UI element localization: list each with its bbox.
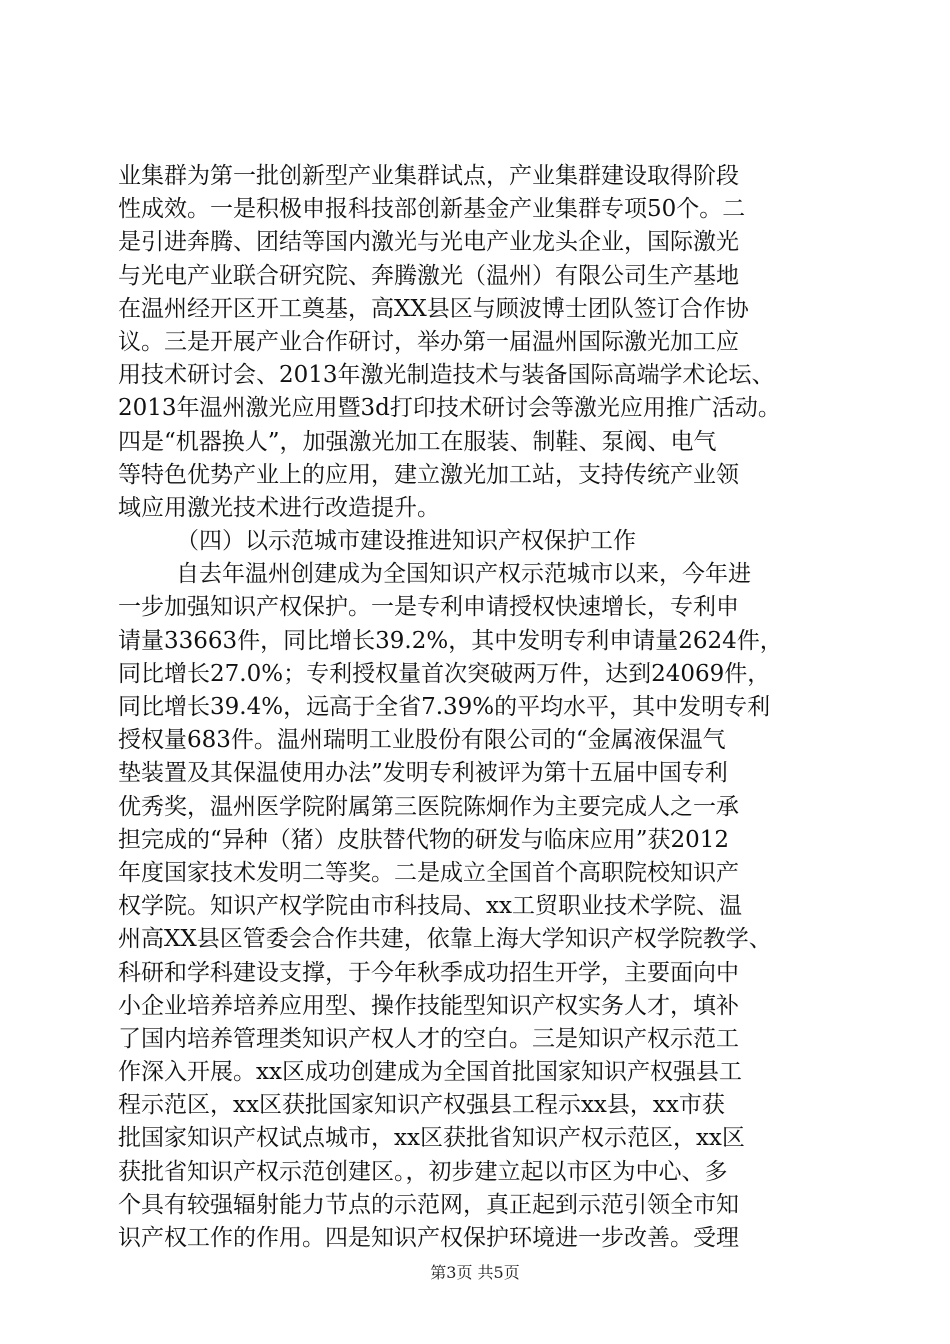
text-line: 等特色优势产业上的应用，建立激光加工站，支持传统产业领 xyxy=(118,461,739,488)
document-body xyxy=(118,160,838,1255)
page-number: 第3页 共5页 xyxy=(430,1263,520,1282)
text-line: 请量33663件，同比增长39.2%，其中发明专利申请量2624件， xyxy=(118,627,783,654)
text-line: 与光电产业联合研究院、奔腾激光（温州）有限公司生产基地 xyxy=(118,262,739,289)
text-line: 2013年温州激光应用暨3d打印技术研讨会等激光应用推广活动。 xyxy=(118,395,781,422)
text-line: 小企业培养培养应用型、操作技能型知识产权实务人才，填补 xyxy=(118,992,739,1019)
text-line: 性成效。一是积极申报科技部创新基金产业集群专项50个。二 xyxy=(118,196,746,223)
text-line: 同比增长27.0%；专利授权量首次突破两万件，达到24069件， xyxy=(118,660,771,687)
text-line: 担完成的“异种（猪）皮肤替代物的研发与临床应用”获2012 xyxy=(118,826,730,853)
text-line: 获批省知识产权示范创建区。，初步建立起以市区为中心、多 xyxy=(118,1158,728,1185)
text-line: 识产权工作的作用。四是知识产权保护环境进一步改善。受理 xyxy=(118,1225,739,1251)
text-line: 域应用激光技术进行改造提升。 xyxy=(118,494,440,521)
page-footer xyxy=(0,1263,950,1283)
text-line: 作深入开展。xx区成功创建成为全国首批国家知识产权强县工 xyxy=(118,1059,742,1086)
text-line: 程示范区，xx区获批国家知识产权强县工程示xx县，xx市获 xyxy=(118,1092,725,1119)
text-line: 一步加强知识产权保护。一是专利申请授权快速增长，专利申 xyxy=(118,594,739,621)
text-line: 州高XX县区管委会合作共建，依靠上海大学知识产权学院教学、 xyxy=(118,926,772,953)
text-line: 了国内培养管理类知识产权人才的空白。三是知识产权示范工 xyxy=(118,1025,739,1052)
text-line: 在温州经开区开工奠基，高XX县区与顾波博士团队签订合作协 xyxy=(118,295,749,322)
text-line: 议。三是开展产业合作研讨，举办第一届温州国际激光加工应 xyxy=(118,328,739,355)
section-heading: （四）以示范城市建设推进知识产权保护工作 xyxy=(176,528,636,555)
text-line: 批国家知识产权试点城市，xx区获批省知识产权示范区，xx区 xyxy=(118,1125,745,1152)
paragraph-start-line: 自去年温州创建成为全国知识产权示范城市以来，今年进 xyxy=(176,561,751,588)
text-line: 用技术研讨会、2013年激光制造技术与装备国际高端学术论坛、 xyxy=(118,362,775,389)
text-line: 科研和学科建设支撑，于今年秋季成功招生开学，主要面向中 xyxy=(118,959,739,986)
text-line: 个具有较强辐射能力节点的示范网，真正起到示范引领全市知 xyxy=(118,1191,739,1218)
text-line: 授权量683件。温州瑞明工业股份有限公司的“金属液保温气 xyxy=(118,727,726,754)
text-line: 垫装置及其保温使用办法”发明专利被评为第十五届中国专利 xyxy=(118,760,728,787)
text-line: 是引进奔腾、团结等国内激光与光电产业龙头企业，国际激光 xyxy=(118,229,739,256)
text-line: 同比增长39.4%，远高于全省7.39%的平均水平，其中发明专利 xyxy=(118,694,771,720)
text-line: 业集群为第一批创新型产业集群试点，产业集群建设取得阶段 xyxy=(118,163,739,189)
text-line: 年度国家技术发明二等奖。二是成立全国首个高职院校知识产 xyxy=(118,859,739,886)
text-line: 权学院。知识产权学院由市科技局、xx工贸职业技术学院、温 xyxy=(118,893,742,920)
text-line: 优秀奖，温州医学院附属第三医院陈炯作为主要完成人之一承 xyxy=(118,793,739,820)
text-line: 四是“机器换人”，加强激光加工在服装、制鞋、泵阀、电气 xyxy=(118,428,717,455)
